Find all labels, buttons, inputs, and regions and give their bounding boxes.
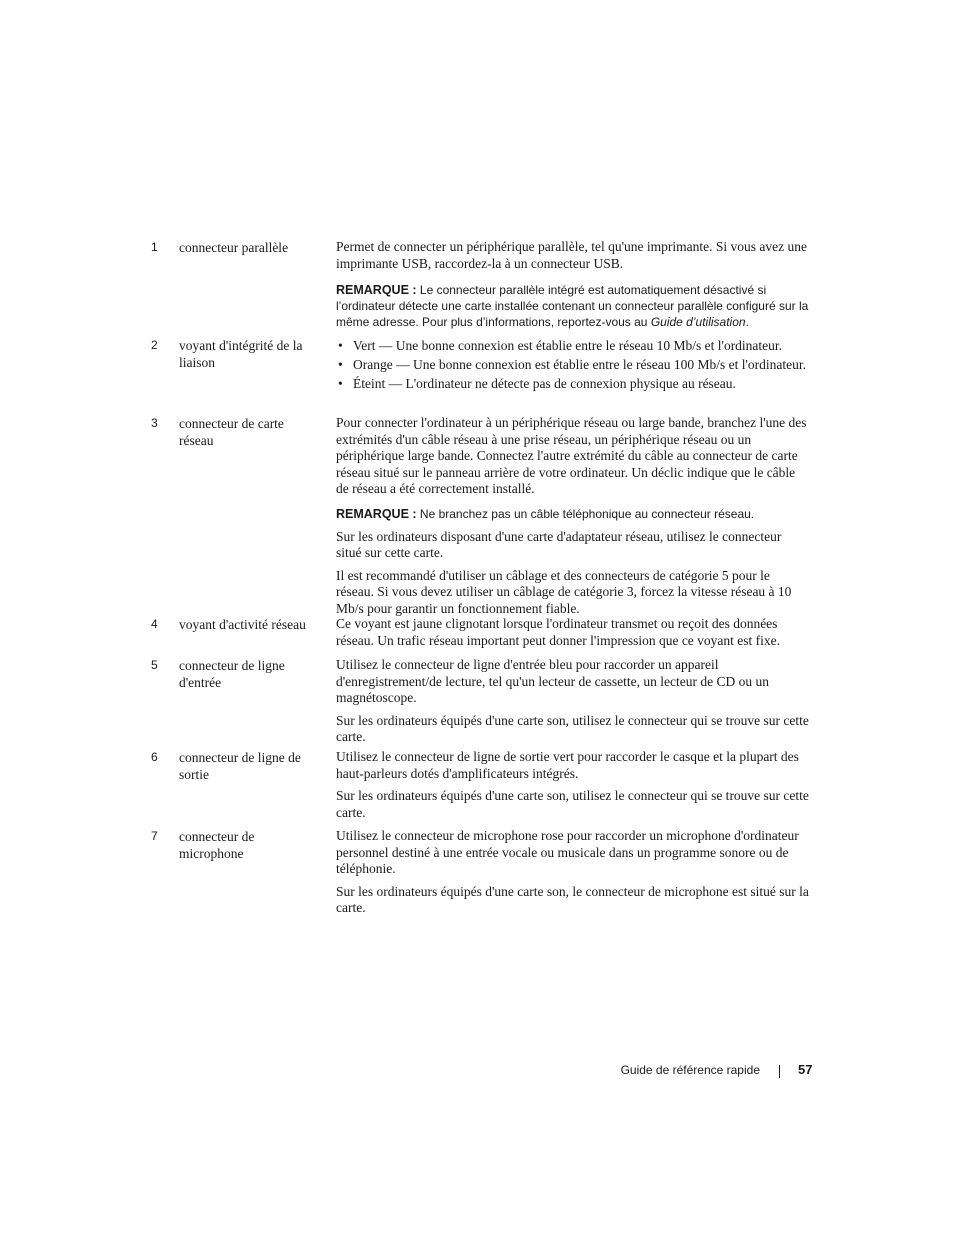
list-item (336, 375, 810, 392)
bullet-text: Vert — Une bonne connexion est établie entre le réseau 10 Mb/s et l'ordinateur. (353, 338, 783, 353)
item-number: 2 (151, 338, 158, 352)
description-paragraph: Utilisez le connecteur de microphone rose pour raccorder un microphone d'ordinateur personnel destiné à une entrée vocale ou musicale dans un programme sonore ou de téléphonie. (336, 828, 799, 876)
item-label: connecteur de carte réseau (179, 416, 284, 448)
note (336, 506, 810, 522)
bullet-list (336, 337, 810, 392)
item-number: 3 (151, 416, 158, 430)
bullet-icon: • (338, 338, 343, 353)
page-footer (0, 1062, 954, 1080)
bullet-icon: • (338, 376, 343, 391)
item-description (336, 239, 810, 336)
item-label: voyant d'activité réseau (179, 617, 306, 632)
note-italic-reference: Guide d’utilisation (650, 315, 746, 329)
item-label: connecteur de ligne d'entrée (179, 658, 285, 690)
item-description (336, 657, 810, 752)
item-description (336, 415, 810, 623)
item-description (336, 337, 810, 394)
note-text: Ne branchez pas un câble téléphonique au connecteur réseau. (419, 506, 755, 521)
note (336, 282, 810, 330)
item-description (336, 749, 810, 827)
list-item (336, 337, 810, 354)
item-description (336, 616, 810, 655)
description-paragraph: Il est recommandé d'utiliser un câblage et des connecteurs de catégorie 5 pour le réseau. Si vous devez utiliser un câblage de catégorie 3, forcez la vitesse réseau à 10 Mb/s pour garantir un fonctionnement fiable. (336, 567, 792, 616)
item-label: connecteur de microphone (179, 829, 255, 861)
description-paragraph: Ce voyant est jaune clignotant lorsque l'ordinateur transmet ou reçoit des données réseau. Un trafic réseau important peut donner l'impression que ce voyant est fixe. (336, 616, 781, 648)
description-paragraph: Sur les ordinateurs équipés d'une carte son, utilisez le connecteur qui se trouve sur cette carte. (336, 712, 809, 744)
page-number: 57 (798, 1062, 813, 1077)
description-paragraph: Utilisez le connecteur de ligne d'entrée bleu pour raccorder un appareil d'enregistrement/de lecture, tel qu'un lecteur de cassette, un lecteur de CD ou un magnétoscope. (336, 657, 769, 705)
item-number: 6 (151, 750, 158, 764)
item-number: 5 (151, 658, 158, 672)
item-label: voyant d'intégrité de la liaison (179, 338, 303, 370)
item-label: connecteur parallèle (179, 240, 289, 255)
note-text: Le connecteur parallèle intégré est automatiquement désactivé si l’ordinateur détecte une carte installée contenant un connecteur parallèle configuré sur la même adresse. Pour plus d’informations, reportez-vous au (336, 283, 809, 329)
description-paragraph: Utilisez le connecteur de ligne de sortie vert pour raccorder le casque et la plupart des haut-parleurs dotés d'amplificateurs intégrés. (336, 749, 799, 781)
note-end: . (745, 315, 749, 329)
item-label: connecteur de ligne de sortie (179, 750, 301, 782)
item-description (336, 828, 810, 923)
list-item (336, 356, 810, 373)
item-number: 1 (151, 240, 158, 254)
bullet-icon: • (338, 357, 343, 372)
item-number: 4 (151, 617, 158, 631)
description-paragraph: Sur les ordinateurs équipés d'une carte son, le connecteur de microphone est situé sur la carte. (336, 883, 809, 915)
bullet-text: Orange — Une bonne connexion est établie entre le réseau 100 Mb/s et l'ordinateur. (353, 357, 807, 372)
description-paragraph: Sur les ordinateurs équipés d'une carte son, utilisez le connecteur qui se trouve sur cette carte. (336, 788, 809, 820)
footer-divider (779, 1065, 780, 1078)
footer-title: Guide de référence rapide (620, 1063, 760, 1077)
bullet-text: Éteint — L'ordinateur ne détecte pas de connexion physique au réseau. (353, 376, 736, 391)
note-label: REMARQUE : (336, 506, 417, 521)
description-paragraph: Permet de connecter un périphérique parallèle, tel qu'une imprimante. Si vous avez une imprimante USB, raccordez-la à un connecteur USB. (336, 239, 808, 271)
description-paragraph: Sur les ordinateurs disposant d'une carte d'adaptateur réseau, utilisez le connecteur situé sur cette carte. (336, 528, 782, 560)
note-label: REMARQUE : (336, 283, 417, 297)
item-number: 7 (151, 829, 158, 843)
description-paragraph: Pour connecter l'ordinateur à un périphérique réseau ou large bande, branchez l'une des extrémités d'un câble réseau à une prise réseau, un périphérique réseau ou un périphérique large bande. Connectez l'autre extrémité du câble au connecteur de carte réseau situé sur le panneau arrière de votre ordinateur. Un déclic indique que le câble de réseau a été correctement installé. (336, 415, 807, 496)
